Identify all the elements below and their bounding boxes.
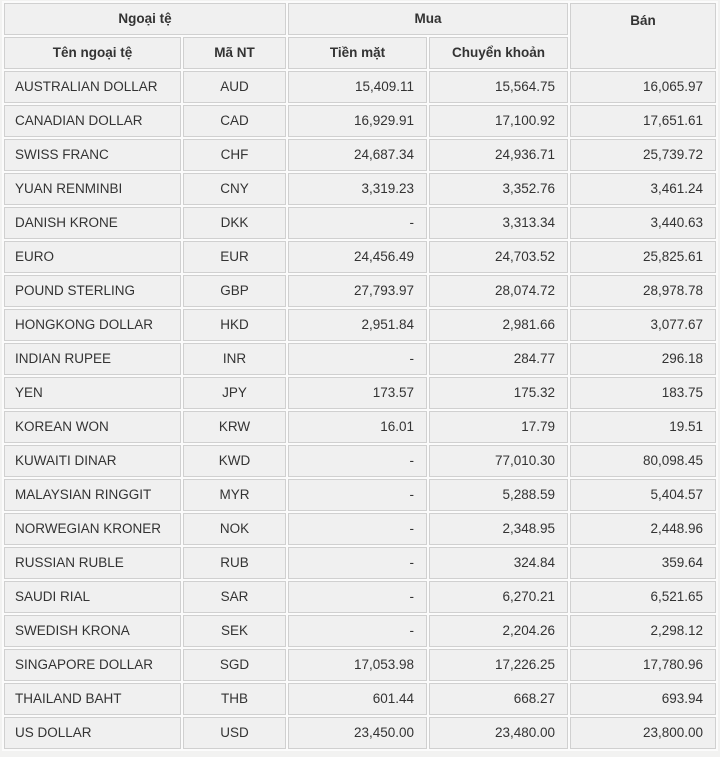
sell-cell: 16,065.97 <box>570 71 716 103</box>
buy-cash-cell: - <box>288 581 427 613</box>
buy-cash-cell: 24,687.34 <box>288 139 427 171</box>
sell-cell: 25,825.61 <box>570 241 716 273</box>
buy-cash-cell: 16,929.91 <box>288 105 427 137</box>
sell-cell: 6,521.65 <box>570 581 716 613</box>
currency-code-cell: AUD <box>183 71 286 103</box>
currency-code-cell: USD <box>183 717 286 749</box>
buy-cash-cell: 17,053.98 <box>288 649 427 681</box>
sell-cell: 5,404.57 <box>570 479 716 511</box>
buy-transfer-cell: 2,981.66 <box>429 309 568 341</box>
buy-transfer-cell: 3,313.34 <box>429 207 568 239</box>
currency-name-cell: EURO <box>4 241 181 273</box>
buy-transfer-cell: 15,564.75 <box>429 71 568 103</box>
header-currency-name: Tên ngoại tệ <box>4 37 181 69</box>
sell-cell: 2,298.12 <box>570 615 716 647</box>
table-row <box>4 377 716 409</box>
table-row <box>4 105 716 137</box>
sell-cell: 359.64 <box>570 547 716 579</box>
currency-name-cell: US DOLLAR <box>4 717 181 749</box>
currency-code-cell: EUR <box>183 241 286 273</box>
sell-cell: 3,077.67 <box>570 309 716 341</box>
currency-name-cell: SAUDI RIAL <box>4 581 181 613</box>
buy-cash-cell: - <box>288 445 427 477</box>
buy-cash-cell: 24,456.49 <box>288 241 427 273</box>
header-currency-group: Ngoại tệ <box>4 3 286 35</box>
currency-name-cell: SWEDISH KRONA <box>4 615 181 647</box>
buy-cash-cell: 601.44 <box>288 683 427 715</box>
currency-name-cell: NORWEGIAN KRONER <box>4 513 181 545</box>
sell-cell: 19.51 <box>570 411 716 443</box>
buy-transfer-cell: 17.79 <box>429 411 568 443</box>
currency-code-cell: SGD <box>183 649 286 681</box>
currency-name-cell: DANISH KRONE <box>4 207 181 239</box>
header-buy-transfer: Chuyển khoản <box>429 37 568 69</box>
currency-code-cell: KRW <box>183 411 286 443</box>
sell-cell: 2,448.96 <box>570 513 716 545</box>
sell-cell: 3,461.24 <box>570 173 716 205</box>
currency-code-cell: KWD <box>183 445 286 477</box>
table-body <box>4 71 716 749</box>
sell-cell: 17,651.61 <box>570 105 716 137</box>
buy-transfer-cell: 24,703.52 <box>429 241 568 273</box>
buy-transfer-cell: 77,010.30 <box>429 445 568 477</box>
buy-cash-cell: - <box>288 207 427 239</box>
buy-cash-cell: - <box>288 513 427 545</box>
table-row <box>4 139 716 171</box>
table-row <box>4 513 716 545</box>
table-row <box>4 649 716 681</box>
currency-code-cell: RUB <box>183 547 286 579</box>
currency-name-cell: KUWAITI DINAR <box>4 445 181 477</box>
currency-code-cell: DKK <box>183 207 286 239</box>
currency-name-cell: MALAYSIAN RINGGIT <box>4 479 181 511</box>
buy-transfer-cell: 6,270.21 <box>429 581 568 613</box>
buy-transfer-cell: 3,352.76 <box>429 173 568 205</box>
currency-name-cell: YUAN RENMINBI <box>4 173 181 205</box>
currency-code-cell: CNY <box>183 173 286 205</box>
currency-code-cell: NOK <box>183 513 286 545</box>
table-row <box>4 309 716 341</box>
buy-transfer-cell: 2,204.26 <box>429 615 568 647</box>
table-row <box>4 717 716 749</box>
buy-cash-cell: 173.57 <box>288 377 427 409</box>
buy-transfer-cell: 23,480.00 <box>429 717 568 749</box>
currency-name-cell: AUSTRALIAN DOLLAR <box>4 71 181 103</box>
buy-transfer-cell: 17,226.25 <box>429 649 568 681</box>
currency-code-cell: HKD <box>183 309 286 341</box>
currency-code-cell: INR <box>183 343 286 375</box>
buy-cash-cell: 15,409.11 <box>288 71 427 103</box>
table-row <box>4 411 716 443</box>
table-header <box>4 3 716 69</box>
table-row <box>4 615 716 647</box>
currency-code-cell: GBP <box>183 275 286 307</box>
buy-transfer-cell: 284.77 <box>429 343 568 375</box>
currency-name-cell: RUSSIAN RUBLE <box>4 547 181 579</box>
currency-name-cell: KOREAN WON <box>4 411 181 443</box>
currency-name-cell: INDIAN RUPEE <box>4 343 181 375</box>
sell-cell: 28,978.78 <box>570 275 716 307</box>
table-row <box>4 207 716 239</box>
buy-transfer-cell: 24,936.71 <box>429 139 568 171</box>
table-row <box>4 275 716 307</box>
sell-cell: 23,800.00 <box>570 717 716 749</box>
buy-cash-cell: 27,793.97 <box>288 275 427 307</box>
sell-cell: 80,098.45 <box>570 445 716 477</box>
sell-cell: 17,780.96 <box>570 649 716 681</box>
table-row <box>4 445 716 477</box>
table-row <box>4 683 716 715</box>
buy-cash-cell: 23,450.00 <box>288 717 427 749</box>
table-row <box>4 241 716 273</box>
table-row <box>4 581 716 613</box>
buy-cash-cell: - <box>288 479 427 511</box>
header-buy-group: Mua <box>288 3 568 35</box>
currency-code-cell: MYR <box>183 479 286 511</box>
table-row <box>4 173 716 205</box>
sell-cell: 296.18 <box>570 343 716 375</box>
table-row <box>4 71 716 103</box>
buy-cash-cell: - <box>288 547 427 579</box>
header-sell: Bán <box>570 3 716 69</box>
buy-cash-cell: 16.01 <box>288 411 427 443</box>
currency-name-cell: HONGKONG DOLLAR <box>4 309 181 341</box>
buy-transfer-cell: 17,100.92 <box>429 105 568 137</box>
header-buy-cash: Tiền mặt <box>288 37 427 69</box>
sell-cell: 693.94 <box>570 683 716 715</box>
currency-code-cell: THB <box>183 683 286 715</box>
buy-cash-cell: 3,319.23 <box>288 173 427 205</box>
buy-transfer-cell: 175.32 <box>429 377 568 409</box>
buy-cash-cell: - <box>288 343 427 375</box>
buy-cash-cell: - <box>288 615 427 647</box>
header-row-groups <box>4 3 716 35</box>
sell-cell: 183.75 <box>570 377 716 409</box>
buy-transfer-cell: 5,288.59 <box>429 479 568 511</box>
buy-transfer-cell: 28,074.72 <box>429 275 568 307</box>
header-currency-code: Mã NT <box>183 37 286 69</box>
currency-name-cell: THAILAND BAHT <box>4 683 181 715</box>
currency-name-cell: SWISS FRANC <box>4 139 181 171</box>
currency-name-cell: CANADIAN DOLLAR <box>4 105 181 137</box>
buy-transfer-cell: 2,348.95 <box>429 513 568 545</box>
currency-name-cell: POUND STERLING <box>4 275 181 307</box>
currency-code-cell: CAD <box>183 105 286 137</box>
table-row <box>4 343 716 375</box>
currency-code-cell: SEK <box>183 615 286 647</box>
sell-cell: 3,440.63 <box>570 207 716 239</box>
table-row <box>4 547 716 579</box>
buy-cash-cell: 2,951.84 <box>288 309 427 341</box>
currency-name-cell: YEN <box>4 377 181 409</box>
currency-code-cell: SAR <box>183 581 286 613</box>
currency-code-cell: CHF <box>183 139 286 171</box>
buy-transfer-cell: 324.84 <box>429 547 568 579</box>
buy-transfer-cell: 668.27 <box>429 683 568 715</box>
table-row <box>4 479 716 511</box>
exchange-rate-table <box>2 1 718 751</box>
sell-cell: 25,739.72 <box>570 139 716 171</box>
currency-code-cell: JPY <box>183 377 286 409</box>
currency-name-cell: SINGAPORE DOLLAR <box>4 649 181 681</box>
